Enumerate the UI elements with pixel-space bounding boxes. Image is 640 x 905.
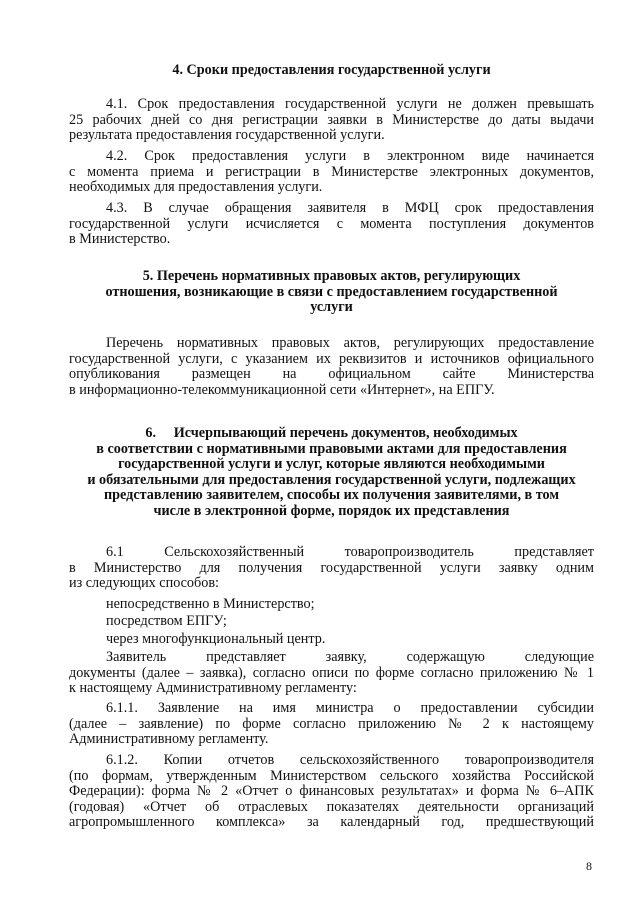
section-5-heading bbox=[69, 269, 594, 316]
list-item: непосредственно в Министерство; bbox=[106, 596, 315, 612]
paragraph-6-1 bbox=[69, 545, 594, 592]
heading-line: представлению заявителем, способы их получения заявителями, в том bbox=[103, 487, 560, 504]
paragraph-6-1-1 bbox=[69, 701, 594, 748]
text-line: документы (далее – заявка), согласно описи по форме согласно приложению № 1 bbox=[69, 664, 594, 681]
submission-methods-list bbox=[69, 597, 594, 647]
text-line: (далее – заявление) по форме согласно приложению № 2 к настоящему bbox=[69, 715, 594, 732]
text-line: из следующих способов: bbox=[69, 575, 219, 592]
heading-line: отношения, возникающие в связи с предоставлением государственной bbox=[105, 283, 558, 300]
text-line: государственной услуги исчисляется с момента поступления документов bbox=[69, 215, 594, 232]
heading-line: числе в электронной форме, порядок их представления bbox=[153, 502, 510, 519]
list-item: через многофункциональный центр. bbox=[106, 630, 326, 647]
text-line: с момента приема и регистрации в Министерстве электронных документов, bbox=[69, 163, 594, 180]
text-line: 4.1. Срок предоставления государственной услуги не должен превышать bbox=[106, 96, 594, 112]
text-line: 4.3. В случае обращения заявителя в МФЦ срок предоставления bbox=[106, 200, 594, 216]
text-line: в Министерство для получения государственной услуги заявку одним bbox=[69, 559, 594, 576]
paragraph-4-1 bbox=[69, 97, 594, 144]
heading-line: 4. Сроки предоставления государственной услуги bbox=[172, 62, 491, 78]
text-line: Перечень нормативных правовых актов, регулирующих предоставление bbox=[106, 335, 594, 351]
text-line: Заявитель представляет заявку, содержащую следующие bbox=[106, 649, 594, 665]
text-line: (годовая) «Отчет об отраслевых показателях деятельности организаций bbox=[69, 798, 594, 815]
list-item: посредством ЕПГУ; bbox=[106, 613, 227, 630]
text-line: 4.2. Срок предоставления услуги в электронном виде начинается bbox=[106, 148, 594, 164]
text-line: 25 рабочих дней со дня регистрации заявки в Министерстве до даты выдачи bbox=[69, 111, 594, 128]
text-line: 6.1.1. Заявление на имя министра о предоставлении субсидии bbox=[106, 700, 594, 716]
text-line: (по формам, утвержденным Министерством сельского хозяйства Российской bbox=[69, 767, 594, 784]
paragraph-4-2 bbox=[69, 149, 594, 196]
heading-line: 6. Исчерпывающий перечень документов, необходимых bbox=[145, 425, 518, 441]
paragraph-6-1-2 bbox=[69, 753, 594, 831]
paragraph-4-3 bbox=[69, 201, 594, 248]
text-line: государственной услуги, с указанием их реквизитов и источников официального bbox=[69, 350, 594, 367]
text-line: Административному регламенту. bbox=[69, 731, 269, 748]
text-line: 6.1.2. Копии отчетов сельскохозяйственного товаропроизводителя bbox=[106, 752, 594, 768]
section-4-heading bbox=[69, 63, 594, 79]
text-line: в информационно-телекоммуникационной сети «Интернет», на ЕПГУ. bbox=[69, 381, 495, 398]
text-line: 6.1 Сельскохозяйственный товаропроизводитель представляет bbox=[106, 544, 594, 560]
paragraph-applicant bbox=[69, 650, 594, 697]
heading-line: 5. Перечень нормативных правовых актов, регулирующих bbox=[142, 268, 521, 284]
heading-line: услуги bbox=[310, 299, 353, 316]
page-number: 8 bbox=[586, 859, 592, 873]
text-line: результата предоставления государственной услуги. bbox=[69, 127, 385, 144]
heading-line: в соответствии с нормативными правовыми актами для предоставления bbox=[96, 440, 567, 457]
text-line: к настоящему Административному регламенту: bbox=[69, 680, 357, 697]
text-line: Федерации): форма № 2 «Отчет о финансовых результатах» и форма № 6–АПК bbox=[69, 783, 594, 800]
text-line: необходимых для предоставления услуги. bbox=[69, 179, 323, 196]
paragraph-5-1 bbox=[69, 336, 594, 398]
section-6-heading bbox=[69, 426, 594, 520]
text-line: опубликования размещен на официальном сайте Министерства bbox=[69, 366, 594, 383]
heading-line: и обязательными для предоставления государственной услуги, подлежащих bbox=[87, 471, 576, 488]
heading-line: государственной услуги и услуг, которые являются необходимыми bbox=[118, 456, 545, 473]
text-line: в Министерство. bbox=[69, 231, 171, 248]
text-line: агропромышленного комплекса» за календарный год, предшествующий bbox=[69, 814, 594, 831]
